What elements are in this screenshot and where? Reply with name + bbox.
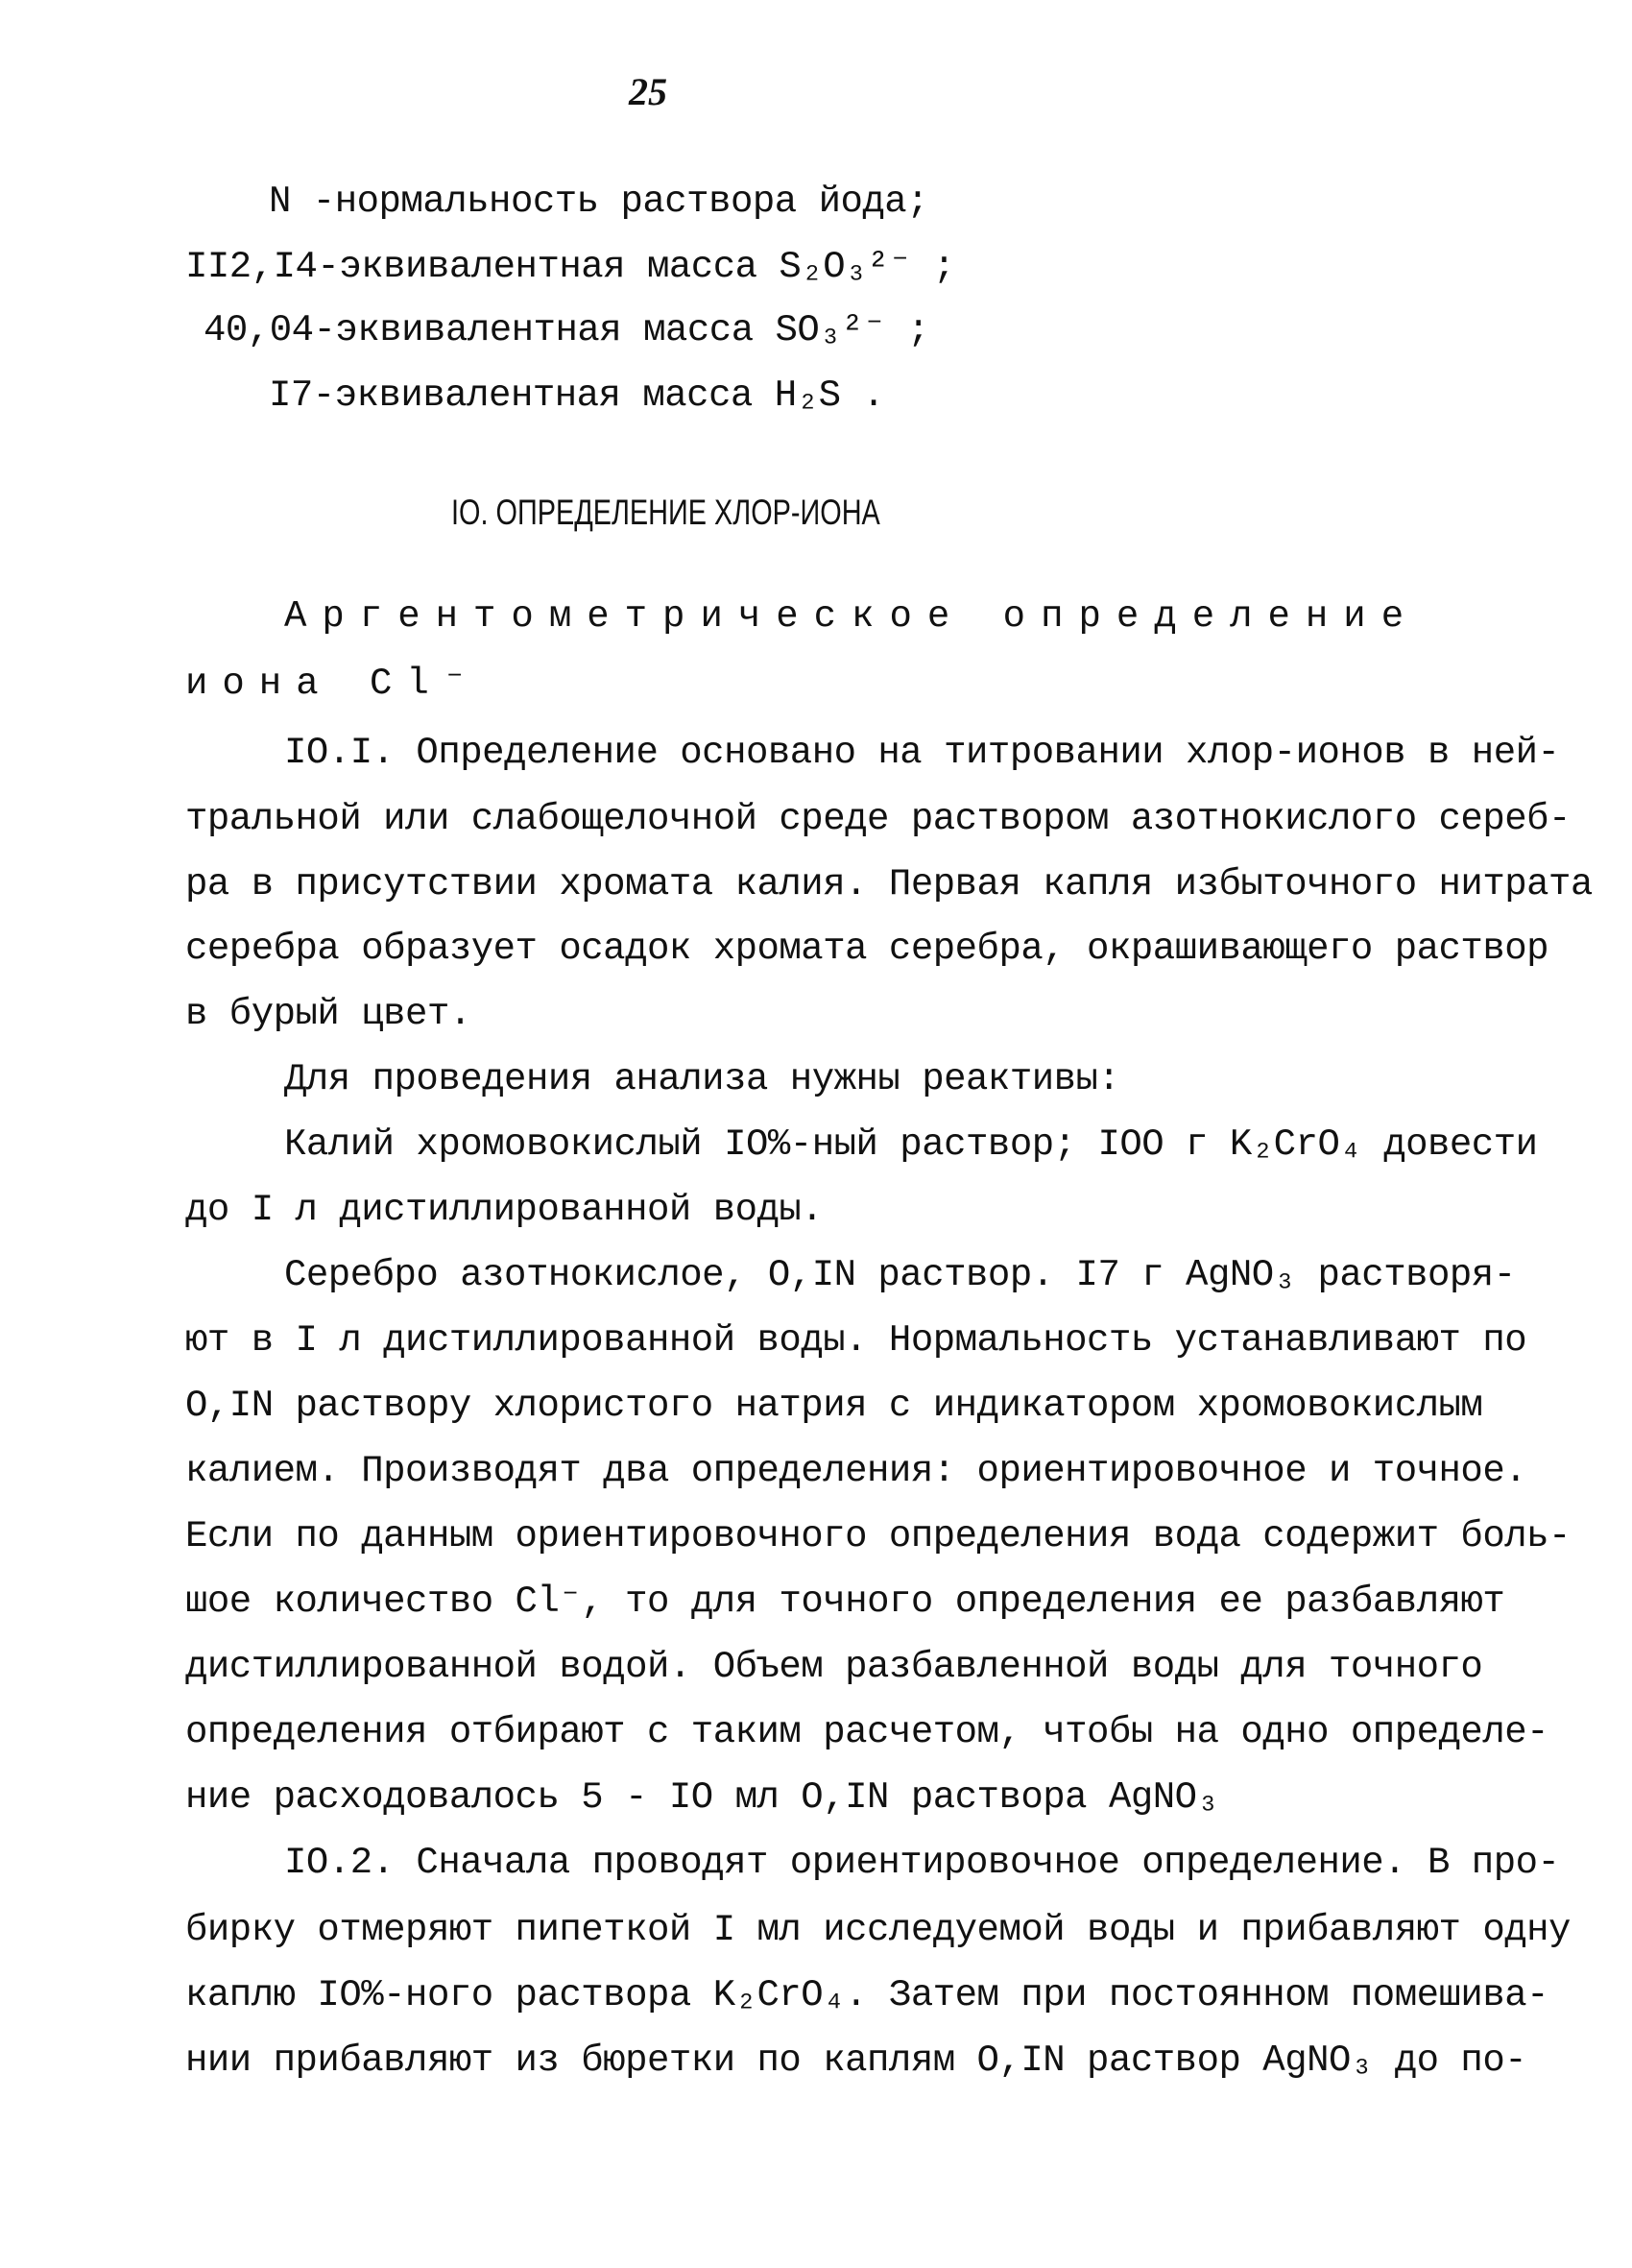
paragraph-line-4: серебра образует осадок хромата серебра, окрашивающего раствор	[185, 928, 1549, 970]
paragraph-line-6: Для проведения анализа нужны реактивы:	[284, 1058, 1120, 1100]
definition-line-4: I7-эквивалентная масса H₂S .	[269, 374, 885, 417]
section-subheading-line-2: иона Cl⁻	[185, 663, 481, 705]
paragraph-line-8: до I л дистиллированной воды.	[185, 1189, 824, 1231]
paragraph-line-3: ра в присутствии хромата калия. Первая капля избыточного нитрата	[185, 863, 1593, 905]
paragraph-line-14: шое количество Cl⁻, то для точного определения ее разбавляют	[185, 1580, 1505, 1623]
definition-line-2: II2,I4-эквивалентная масса S₂O₃²⁻ ;	[185, 246, 955, 288]
section-heading: IO. ОПРЕДЕЛЕНИЕ ХЛОР-ИОНА	[451, 493, 880, 532]
paragraph-line-2: тральной или слабощелочной среде раствором азотнокислого сереб-	[185, 798, 1571, 840]
paragraph-line-10: ют в I л дистиллированной воды. Нормальность устанавливают по	[185, 1319, 1527, 1362]
page-number: 25	[629, 70, 667, 113]
paragraph-line-12: калием. Производят два определения: ориентировочное и точное.	[185, 1450, 1527, 1492]
paragraph-line-7: Калий хромовокислый IO%-ный раствор; IOO г K₂CrO₄ довести	[284, 1123, 1538, 1166]
paragraph-line-15: дистиллированной водой. Объем разбавленной воды для точного	[185, 1646, 1483, 1688]
paragraph-line-19: бирку отмеряют пипеткой I мл исследуемой воды и прибавляют одну	[185, 1909, 1571, 1951]
paragraph-line-16: определения отбирают с таким расчетом, чтобы на одно определе-	[185, 1711, 1549, 1753]
paragraph-line-21: нии прибавляют из бюретки по каплям O,IN раствор AgNO₃ до по-	[185, 2039, 1527, 2082]
paragraph-line-13: Если по данным ориентировочного определения вода содержит боль-	[185, 1515, 1571, 1557]
paragraph-line-17: ние расходовалось 5 - IO мл O,IN раствора AgNO₃	[185, 1776, 1219, 1819]
paragraph-line-5: в бурый цвет.	[185, 993, 471, 1035]
section-subheading-line-1: Аргентометрическое определение	[284, 595, 1420, 638]
paragraph-line-20: каплю IO%-ного раствора K₂CrO₄. Затем при постоянном помешива-	[185, 1974, 1549, 2016]
definition-line-3: 40,04-эквивалентная масса SO₃²⁻ ;	[204, 309, 929, 351]
definition-line-1: N -нормальность раствора йода;	[269, 181, 929, 223]
paragraph-line-1: IO.I. Определение основано на титровании хлор-ионов в ней-	[284, 732, 1560, 774]
paragraph-line-9: Серебро азотнокислое, O,IN раствор. I7 г AgNO₃ растворя-	[284, 1254, 1516, 1296]
paragraph-line-18: IO.2. Сначала проводят ориентировочное определение. В про-	[284, 1842, 1560, 1884]
paragraph-line-11: O,IN раствору хлористого натрия с индикатором хромовокислым	[185, 1385, 1483, 1427]
